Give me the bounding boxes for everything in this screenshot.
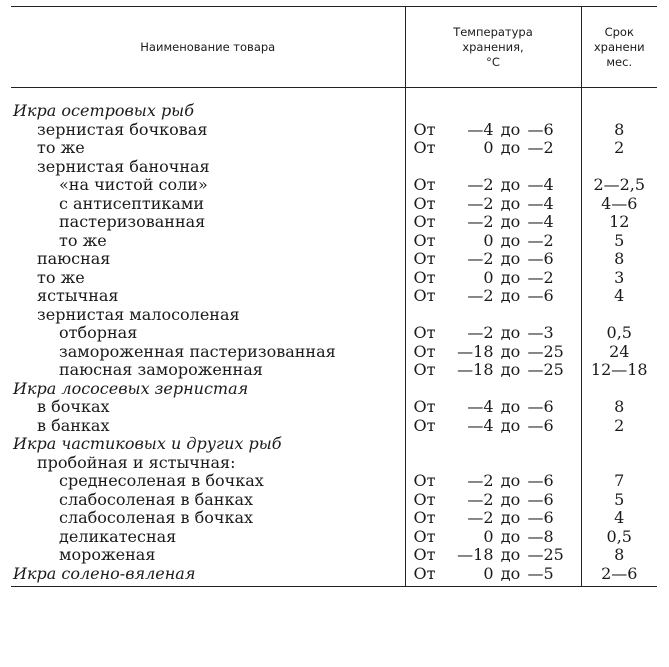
product-name: зернистая малосоленая: [37, 304, 240, 324]
temperature-range: [405, 454, 581, 473]
product-name: среднесоленая в бочках: [59, 471, 264, 490]
temp-to-value: —25: [527, 545, 564, 564]
storage-term: [581, 435, 657, 454]
temp-to-word: до: [500, 360, 521, 379]
storage-term: 4—6: [581, 195, 657, 214]
temp-from-word: От: [413, 341, 436, 361]
temp-from-value: 0: [483, 526, 494, 546]
temp-from-value: —2: [467, 323, 494, 342]
storage-term: [581, 380, 657, 399]
temp-from-word: От: [413, 360, 436, 379]
temp-from-word: От: [413, 489, 436, 509]
table-row: [11, 195, 657, 214]
temperature-range: [405, 269, 581, 288]
header-term-line-1: Срок: [604, 24, 634, 39]
temp-to-value: —2: [527, 267, 554, 287]
temp-from-value: —2: [467, 471, 494, 490]
storage-term: 8: [581, 398, 657, 417]
header-temperature: [405, 7, 581, 88]
header-temperature-line-3: °С: [486, 54, 500, 69]
product-name: отборная: [59, 323, 138, 342]
temp-from-word: От: [413, 212, 436, 231]
temp-from-value: —4: [467, 415, 494, 435]
temp-from-word: От: [413, 471, 436, 490]
temperature-range: [405, 306, 581, 325]
temp-to-value: —6: [527, 397, 554, 416]
temp-to-word: до: [500, 323, 521, 342]
product-name: зернистая баночная: [37, 156, 210, 176]
temperature-range: [405, 324, 581, 343]
temp-to-value: —6: [527, 508, 554, 527]
temp-to-value: —6: [527, 249, 554, 268]
temp-to-value: —6: [527, 119, 554, 139]
temp-from-value: —2: [467, 175, 494, 194]
temp-to-word: до: [500, 397, 521, 416]
temp-from-word: От: [413, 526, 436, 546]
temp-to-word: до: [500, 508, 521, 527]
temp-from-value: 0: [483, 267, 494, 287]
temp-to-value: —6: [527, 286, 554, 305]
table-row: [11, 417, 657, 436]
storage-term: 4: [581, 287, 657, 306]
temp-to-value: —25: [527, 360, 564, 379]
storage-term: [581, 306, 657, 325]
temp-to-word: до: [500, 415, 521, 435]
table-row: [11, 306, 657, 325]
header-temperature-line-2: хранения,: [462, 39, 524, 54]
table-row: [11, 380, 657, 399]
storage-term: 8: [581, 250, 657, 269]
table-row: [11, 343, 657, 362]
temp-to-word: до: [500, 563, 521, 583]
temperature-range: [405, 232, 581, 251]
product-group-heading: Икра солено-вяленая: [11, 565, 405, 587]
temp-from-value: —18: [457, 545, 494, 564]
product-group-heading: Икра осетровых рыб: [13, 101, 194, 120]
temp-from-value: —18: [457, 360, 494, 379]
temperature-range: [405, 176, 581, 195]
table-row: [11, 565, 657, 587]
table-row: [11, 546, 657, 565]
temperature-range: [405, 158, 581, 177]
header-term-line-2: хранени: [593, 39, 645, 54]
temp-to-value: —6: [527, 471, 554, 490]
storage-term: 0,5: [581, 324, 657, 343]
table-row: [11, 250, 657, 269]
table-row: [11, 454, 657, 473]
temperature-range: [405, 528, 581, 547]
temp-to-word: до: [500, 471, 521, 490]
product-name: то же: [59, 230, 107, 250]
temperature-range: [405, 343, 581, 362]
table-row: [11, 232, 657, 251]
product-name: ястычная: [37, 286, 119, 305]
temp-to-word: до: [500, 193, 521, 213]
temperature-range: [405, 287, 581, 306]
product-name: «на чистой соли»: [59, 175, 208, 194]
temp-to-value: —4: [527, 175, 554, 194]
table-row: [11, 509, 657, 528]
table-body: [11, 88, 657, 587]
table-row: [11, 158, 657, 177]
temp-from-word: От: [413, 563, 436, 583]
storage-term: 8: [581, 546, 657, 565]
table-row: [11, 139, 657, 158]
temp-from-value: —2: [467, 286, 494, 305]
table-header-row: [11, 7, 657, 88]
storage-table: [11, 6, 657, 587]
temp-from-word: От: [413, 545, 436, 564]
table-row: [11, 176, 657, 195]
temp-from-word: От: [413, 323, 436, 342]
temperature-range: [405, 213, 581, 232]
temp-from-word: От: [413, 138, 436, 157]
temp-to-value: —6: [527, 415, 554, 435]
temp-from-value: 0: [483, 138, 494, 157]
storage-term: 7: [581, 472, 657, 491]
temp-from-value: —18: [457, 341, 494, 361]
product-name: в бочках: [37, 397, 110, 416]
storage-term: 12: [581, 213, 657, 232]
temp-to-value: —4: [527, 193, 554, 213]
table-row: [11, 102, 657, 121]
product-group-heading: Икра лососевых зернистая: [13, 378, 249, 398]
storage-term: 5: [581, 232, 657, 251]
table-row: [11, 287, 657, 306]
temp-to-word: до: [500, 138, 521, 157]
temp-to-value: —4: [527, 212, 554, 231]
temp-from-word: От: [413, 286, 436, 305]
product-name: с антисептиками: [59, 193, 205, 213]
product-name: деликатесная: [59, 526, 177, 546]
product-name: зернистая бочковая: [37, 119, 208, 139]
temp-from-value: 0: [483, 563, 494, 583]
temperature-range: [405, 121, 581, 140]
table-row: [11, 491, 657, 510]
storage-term: 5: [581, 491, 657, 510]
temperature-range: [405, 102, 581, 121]
temp-to-word: до: [500, 545, 521, 564]
temp-from-value: —4: [467, 119, 494, 139]
storage-term: 2—2,5: [581, 176, 657, 195]
product-name: слабосоленая в бочках: [59, 508, 254, 527]
table-row: [11, 324, 657, 343]
temp-to-value: —5: [527, 563, 554, 583]
temperature-range: [405, 195, 581, 214]
temp-to-word: до: [500, 341, 521, 361]
temp-to-value: —2: [527, 230, 554, 250]
temp-from-value: —2: [467, 212, 494, 231]
temp-to-value: —6: [527, 489, 554, 509]
temp-to-word: до: [500, 175, 521, 194]
temp-from-word: От: [413, 267, 436, 287]
temp-from-word: От: [413, 249, 436, 268]
temp-from-value: —2: [467, 489, 494, 509]
temperature-range: [405, 509, 581, 528]
temperature-range: [405, 565, 581, 587]
temp-from-value: —2: [467, 249, 494, 268]
storage-term: 8: [581, 121, 657, 140]
temp-to-value: —8: [527, 526, 554, 546]
temp-to-word: до: [500, 212, 521, 231]
header-temperature-line-1: Температура: [453, 24, 533, 39]
storage-term: [581, 102, 657, 121]
temp-from-word: От: [413, 415, 436, 435]
storage-term: 4: [581, 509, 657, 528]
product-name: в банках: [37, 415, 110, 435]
table-row: [11, 528, 657, 547]
temperature-range: [405, 546, 581, 565]
storage-term: 12—18: [581, 361, 657, 380]
table-row: [11, 472, 657, 491]
product-name: то же: [37, 267, 85, 287]
temp-to-word: до: [500, 249, 521, 268]
temp-to-word: до: [500, 286, 521, 305]
temp-from-word: От: [413, 119, 436, 139]
temp-to-word: до: [500, 119, 521, 139]
table-row: [11, 361, 657, 380]
temp-to-word: до: [500, 267, 521, 287]
temp-from-value: —2: [467, 193, 494, 213]
temperature-range: [405, 398, 581, 417]
temp-from-word: От: [413, 397, 436, 416]
header-term-line-3: мес.: [606, 54, 633, 69]
temp-to-value: —3: [527, 323, 554, 342]
temp-to-word: до: [500, 489, 521, 509]
temp-from-word: От: [413, 508, 436, 527]
header-name: Наименование товара: [11, 7, 405, 88]
storage-term: 3: [581, 269, 657, 288]
temp-to-value: —2: [527, 138, 554, 157]
temperature-range: [405, 250, 581, 269]
temperature-range: [405, 361, 581, 380]
spacer-row: [11, 88, 657, 103]
temperature-range: [405, 380, 581, 399]
table-row: [11, 213, 657, 232]
storage-term: 24: [581, 343, 657, 362]
table-row: [11, 121, 657, 140]
temp-from-value: 0: [483, 230, 494, 250]
temp-to-word: до: [500, 526, 521, 546]
storage-term: 2—6: [581, 565, 657, 587]
header-term: [581, 7, 657, 88]
temperature-range: [405, 139, 581, 158]
product-name: паюсная: [37, 249, 111, 268]
temp-to-value: —25: [527, 341, 564, 361]
temp-from-word: От: [413, 193, 436, 213]
temperature-range: [405, 435, 581, 454]
product-name: замороженная пастеризованная: [59, 341, 336, 361]
product-name: пробойная и ястычная:: [37, 452, 236, 472]
product-name: мороженая: [59, 545, 156, 564]
temperature-range: [405, 472, 581, 491]
temp-to-word: до: [500, 230, 521, 250]
temp-from-word: От: [413, 230, 436, 250]
storage-term: 2: [581, 139, 657, 158]
storage-term: 2: [581, 417, 657, 436]
temp-from-value: —4: [467, 397, 494, 416]
product-name: паюсная замороженная: [59, 360, 263, 379]
temperature-range: [405, 491, 581, 510]
storage-term: [581, 158, 657, 177]
product-group-heading: Икра частиковых и других рыб: [13, 434, 282, 453]
temperature-range: [405, 417, 581, 436]
table-row: [11, 435, 657, 454]
product-name: слабосоленая в банках: [59, 489, 254, 509]
table-row: [11, 398, 657, 417]
table-row: [11, 269, 657, 288]
temp-from-word: От: [413, 175, 436, 194]
product-name: то же: [37, 138, 85, 157]
storage-term: [581, 454, 657, 473]
storage-term: 0,5: [581, 528, 657, 547]
product-name: пастеризованная: [59, 212, 206, 231]
temp-from-value: —2: [467, 508, 494, 527]
